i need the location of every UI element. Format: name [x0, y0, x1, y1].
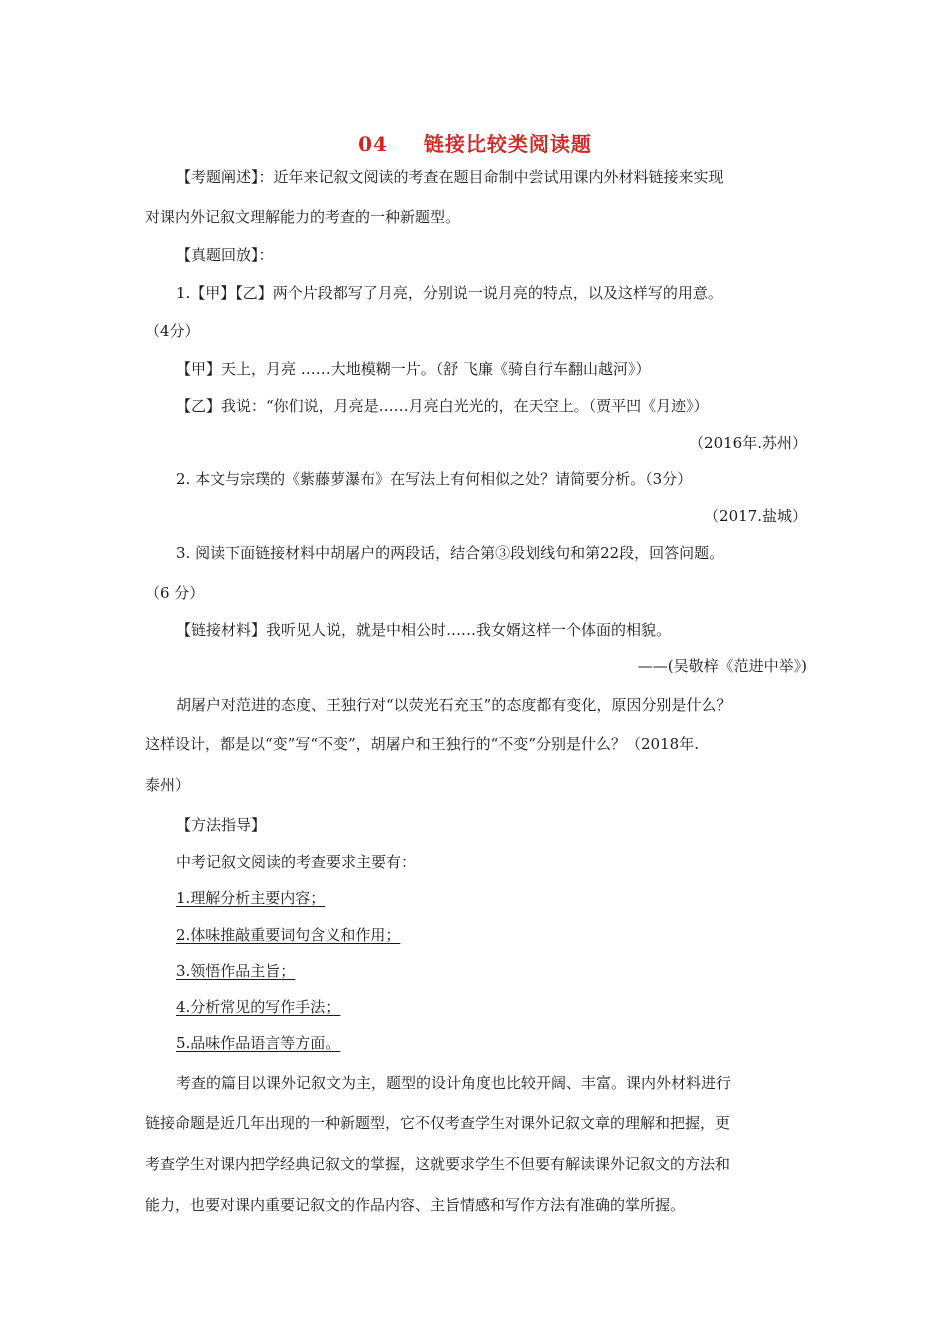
method-heading: 【方法指导】	[176, 816, 267, 834]
method-para-line-1: 考查的篇目以课外记叙文为主，题型的设计角度也比较开阔、丰富。课内外材料进行	[176, 1074, 732, 1092]
q2-line-1: 2. 本文与宗璞的《紫藤萝瀑布》在写法上有何相似之处？请简要分析。（3分）	[176, 470, 693, 488]
method-item-2: 2.体味推敲重要词句含义和作用；	[176, 926, 401, 944]
q1-source: （2016年.苏州）	[689, 434, 807, 452]
q3-link-material: 【链接材料】我听见人说，就是中相公时……我女婿这样一个体面的相貌。	[176, 621, 672, 639]
q1-line-1: 1.【甲】【乙】两个片段都写了月亮，分别说一说月亮的特点，以及这样写的用意。	[176, 284, 723, 302]
title-number: 04	[358, 132, 388, 156]
q1-line-2: （4分）	[145, 322, 200, 340]
q3-body-3: 泰州）	[145, 776, 191, 794]
method-item-3: 3.领悟作品主旨；	[176, 962, 296, 980]
title-text: 链接比较类阅读题	[423, 132, 592, 156]
q1-excerpt-jia: 【甲】天上，月亮 ……大地模糊一片。（舒 飞廉《骑自行车翻山越河》）	[176, 360, 651, 378]
q3-body-2: 这样设计，都是以“变”写“不变”，胡屠户和王独行的“不变”分别是什么？（2018年.	[145, 735, 699, 753]
q3-body-1: 胡屠户对范进的态度、王独行对“以荧光石充玉”的态度都有变化，原因分别是什么？	[176, 696, 732, 714]
q2-source: （2017.盐城）	[704, 507, 807, 525]
method-intro: 中考记叙文阅读的考查要求主要有：	[176, 853, 417, 871]
page-title	[0, 128, 950, 157]
q3-line-1: 3. 阅读下面链接材料中胡屠户的两段话，结合第③段划线句和第22段，回答问题。	[176, 544, 725, 562]
method-para-line-2: 链接命题是近几年出现的一种新题型，它不仅考查学生对课外记叙文章的理解和把握，更	[145, 1114, 731, 1132]
method-item-5: 5.品味作品语言等方面。	[176, 1034, 341, 1052]
q3-author: ——(吴敬梓《范进中举》)	[637, 657, 807, 675]
intro-line-1: 【考题阐述】：近年来记叙文阅读的考查在题目命制中尝试用课内外材料链接来实现	[176, 168, 724, 186]
method-item-4: 4.分析常见的写作手法；	[176, 998, 341, 1016]
review-heading: 【真题回放】：	[176, 246, 274, 264]
intro-line-2: 对课内外记叙文理解能力的考查的一种新题型。	[145, 208, 461, 226]
method-item-1: 1.理解分析主要内容；	[176, 889, 326, 907]
q1-excerpt-yi: 【乙】我说：“你们说，月亮是……月亮白光光的，在天空上。（贾平凹《月迹》）	[176, 397, 709, 415]
q3-line-2: （6 分）	[145, 584, 205, 602]
method-para-line-3: 考查学生对课内把学经典记叙文的掌握，这就要求学生不但要有解读课外记叙文的方法和	[145, 1155, 731, 1173]
method-para-line-4: 能力，也要对课内重要记叙文的作品内容、主旨情感和写作方法有准确的掌所握。	[145, 1196, 686, 1214]
